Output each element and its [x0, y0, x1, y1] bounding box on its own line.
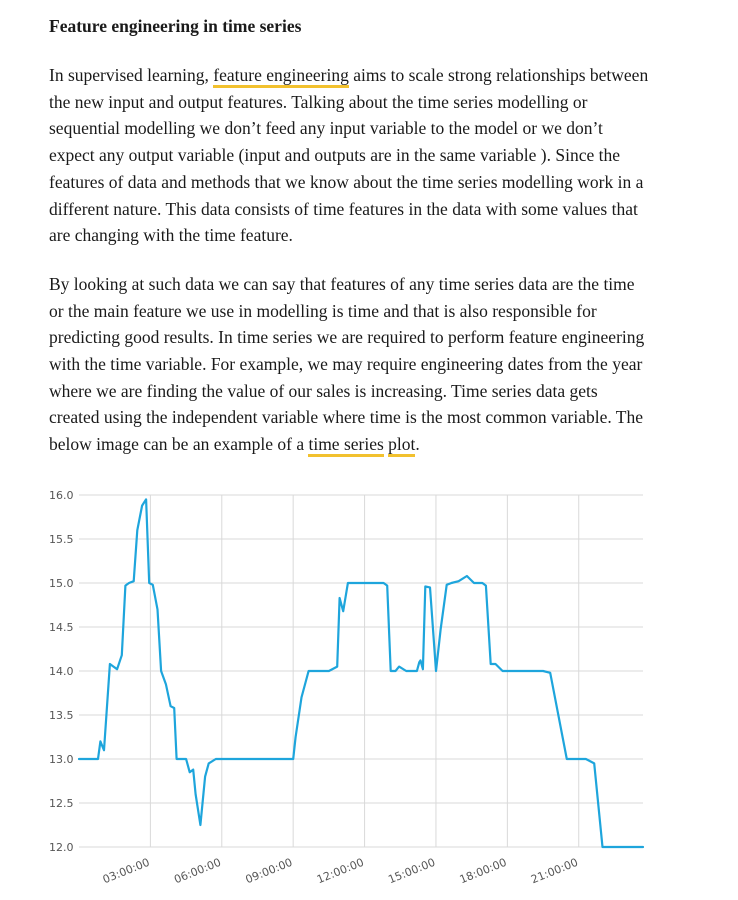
paragraph-2 [49, 271, 649, 458]
feature-engineering-link[interactable]: feature engineering [213, 65, 349, 88]
paragraph-1 [49, 62, 649, 249]
y-tick-label: 12.5 [49, 797, 74, 810]
section-heading: Feature engineering in time series [49, 16, 302, 36]
chart-svg [0, 478, 738, 900]
time-series-chart [0, 478, 738, 900]
plot-link[interactable]: plot [388, 434, 415, 457]
article [49, 12, 649, 480]
time-series-link[interactable]: time series [308, 434, 383, 457]
y-tick-label: 15.5 [49, 533, 74, 546]
y-tick-label: 13.0 [49, 753, 74, 766]
y-tick-label: 13.5 [49, 709, 74, 722]
x-tick-label: 12:00:00 [315, 855, 366, 887]
x-tick-label: 06:00:00 [172, 855, 223, 887]
p2-text-start: By looking at such data we can say that features of any time series data are the time or the main feature we use in modelling is time and that is also responsible for predicting good results. In time series we are required to perform feature engineering with the time variable. For example, we may require engineering dates from the year where we are finding the value of our sales is increasing. Time series data gets created using the independent variable where time is the most common variable. The below image can be an example of a [49, 273, 645, 455]
x-tick-label: 09:00:00 [243, 855, 295, 887]
y-tick-label: 15.0 [49, 577, 74, 590]
p2-text-end: . [415, 434, 420, 455]
y-tick-label: 16.0 [49, 489, 74, 502]
x-tick-label: 18:00:00 [457, 855, 509, 887]
p1-text-rest: aims to scale strong relationships between the new input and output features. Talking about the time series modelling or sequential modelling we don’t feed any input variable to the model or we don’t expect any output variable (input and outputs are in the same variable ). Since the features of data and methods that we know about the time series modelling work in a different nature. This data consists of time features in the data with some values that are changing with the time feature. [49, 65, 649, 246]
y-tick-label: 14.0 [49, 665, 74, 678]
series-line [79, 499, 643, 847]
x-tick-label: 21:00:00 [529, 855, 580, 887]
y-tick-label: 14.5 [49, 621, 74, 634]
x-tick-label: 03:00:00 [100, 855, 152, 887]
y-tick-label: 12.0 [49, 841, 74, 854]
p1-text-start: In supervised learning, [49, 65, 214, 85]
x-tick-label: 15:00:00 [386, 855, 438, 887]
